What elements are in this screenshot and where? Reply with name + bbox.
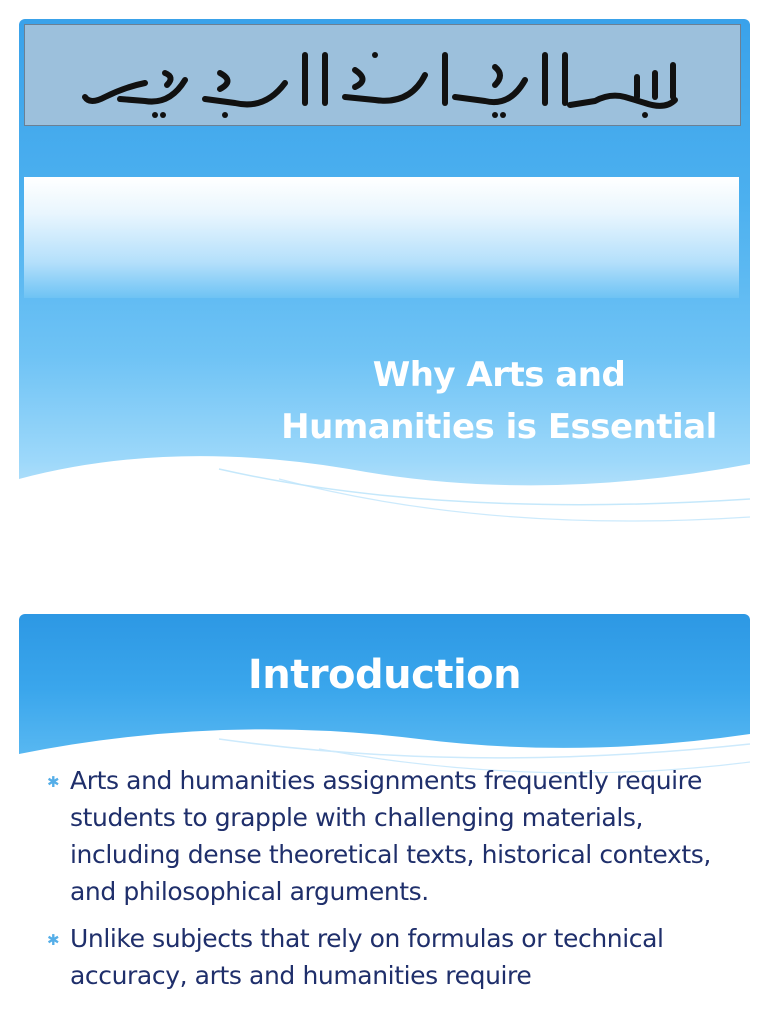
list-item: [47, 920, 737, 994]
bullet-text: Unlike subjects that rely on formulas or technical accuracy, arts and humanities require: [70, 924, 664, 990]
decorative-wave: [19, 439, 750, 539]
title-slide: [19, 19, 750, 539]
bismillah-banner: [24, 24, 741, 126]
asterisk-bullet-icon: ✱: [47, 773, 60, 791]
slide-title-line1: Why Arts and: [372, 355, 626, 395]
slide-heading: Introduction: [247, 652, 522, 698]
slide-title-line2: Humanities is Essential: [281, 407, 717, 447]
asterisk-bullet-icon: ✱: [47, 931, 60, 949]
slide-title: [249, 349, 749, 453]
header-gradient-strip: [24, 177, 739, 298]
list-item: [47, 762, 737, 910]
content-slide: [19, 614, 750, 1024]
bullet-text: Arts and humanities assignments frequently require students to grapple with challenging materials, including dense theoretical texts, historical contexts, and philosophical arguments.: [70, 766, 711, 906]
calligraphy-logo: [25, 25, 740, 125]
bullet-list: [47, 762, 737, 1004]
